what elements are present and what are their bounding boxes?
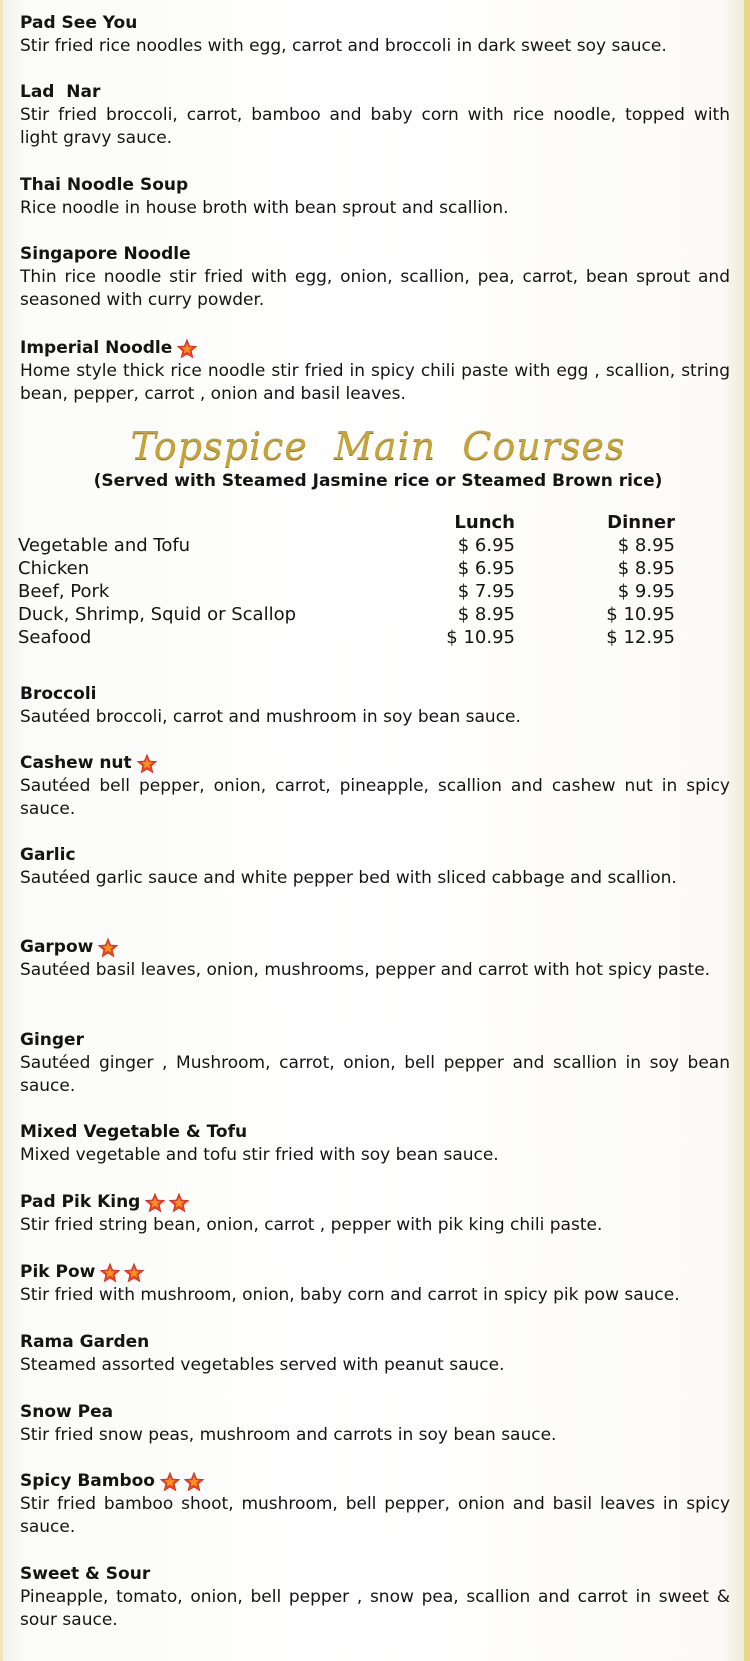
menu-item bbox=[20, 1401, 730, 1447]
section-title: Topspice Main Courses bbox=[130, 424, 626, 468]
price-row bbox=[18, 580, 718, 603]
item-description: Stir fried snow peas, mushroom and carrots in soy bean sauce. bbox=[20, 1425, 557, 1445]
menu-item bbox=[20, 243, 730, 312]
menu-item bbox=[20, 12, 730, 58]
item-name: Thai Noodle Soup bbox=[20, 175, 189, 195]
price-row bbox=[18, 534, 718, 557]
item-name: Pik Pow bbox=[20, 1261, 730, 1284]
item-description: Stir fried rice noodles with egg, carrot and broccoli in dark sweet soy sauce. bbox=[20, 36, 667, 56]
menu-item bbox=[20, 936, 730, 982]
item-description: Sautéed broccoli, carrot and mushroom in soy bean sauce. bbox=[20, 707, 521, 727]
item-description: Stir fried bamboo shoot, mushroom, bell pepper, onion and basil leaves in spicy sauce. bbox=[20, 1494, 730, 1537]
item-description: Pineapple, tomato, onion, bell pepper , snow pea, scallion and carrot in sweet & sour sauce. bbox=[20, 1587, 730, 1630]
item-name: Rama Garden bbox=[20, 1332, 150, 1352]
spicy-rating bbox=[99, 1262, 147, 1284]
menu-item bbox=[20, 1261, 730, 1307]
price-item: Chicken bbox=[18, 558, 90, 579]
dinner-price: $ 12.95 bbox=[606, 627, 675, 648]
spicy-rating bbox=[144, 1192, 192, 1214]
spicy-star-icon bbox=[159, 1471, 181, 1493]
menu-item bbox=[20, 752, 730, 821]
lunch-header: Lunch bbox=[454, 512, 515, 533]
lunch-price: $ 7.95 bbox=[457, 581, 515, 602]
price-row bbox=[18, 603, 718, 626]
item-name: Garpow bbox=[20, 936, 730, 959]
menu-item bbox=[20, 81, 730, 150]
menu-item bbox=[20, 1029, 730, 1098]
menu-item bbox=[20, 337, 730, 406]
price-item: Duck, Shrimp, Squid or Scallop bbox=[18, 604, 297, 625]
price-table-header bbox=[18, 511, 718, 534]
item-name: Spicy Bamboo bbox=[20, 1470, 730, 1493]
price-item: Seafood bbox=[18, 627, 92, 648]
item-name: Ginger bbox=[20, 1030, 84, 1050]
item-name: Sweet & Sour bbox=[20, 1564, 151, 1584]
item-name: Pad See You bbox=[20, 13, 138, 33]
item-description: Sautéed garlic sauce and white pepper bed with sliced cabbage and scallion. bbox=[20, 868, 677, 888]
spicy-star-icon bbox=[144, 1192, 166, 1214]
item-description: Stir fried with mushroom, onion, baby corn and carrot in spicy pik pow sauce. bbox=[20, 1285, 680, 1305]
menu-item bbox=[20, 1331, 730, 1377]
item-name: Singapore Noodle bbox=[20, 244, 191, 264]
menu-item bbox=[20, 1563, 730, 1632]
menu-item bbox=[20, 174, 730, 220]
item-name: Pad Pik King bbox=[20, 1191, 730, 1214]
item-name: Garlic bbox=[20, 845, 76, 865]
item-description: Home style thick rice noodle stir fried in spicy chili paste with egg , scallion, string bean, pepper, carrot , onion and basil leaves. bbox=[20, 361, 730, 404]
spicy-star-icon bbox=[168, 1192, 190, 1214]
item-name: Mixed Vegetable & Tofu bbox=[20, 1122, 248, 1142]
section-subtitle: (Served with Steamed Jasmine rice or Steamed Brown rice) bbox=[93, 471, 663, 491]
item-description: Sautéed basil leaves, onion, mushrooms, pepper and carrot with hot spicy paste. bbox=[20, 960, 711, 980]
spicy-star-icon bbox=[97, 937, 119, 959]
item-description: Stir fried broccoli, carrot, bamboo and baby corn with rice noodle, topped with light gravy sauce. bbox=[20, 105, 730, 148]
item-description: Mixed vegetable and tofu stir fried with soy bean sauce. bbox=[20, 1145, 499, 1165]
lunch-price: $ 10.95 bbox=[446, 627, 515, 648]
menu-item bbox=[20, 844, 730, 890]
menu-item bbox=[20, 1191, 730, 1237]
item-description: Sautéed bell pepper, onion, carrot, pineapple, scallion and cashew nut in spicy sauce. bbox=[20, 776, 730, 819]
item-name: Imperial Noodle bbox=[20, 337, 730, 360]
menu-item bbox=[20, 1121, 730, 1167]
lunch-price: $ 6.95 bbox=[457, 535, 515, 556]
spicy-star-icon bbox=[123, 1262, 145, 1284]
spicy-rating bbox=[136, 753, 160, 775]
price-row bbox=[18, 626, 718, 649]
menu-item bbox=[20, 683, 730, 729]
spicy-rating bbox=[159, 1471, 207, 1493]
item-description: Thin rice noodle stir fried with egg, onion, scallion, pea, carrot, bean sprout and seasoned with curry powder. bbox=[20, 267, 730, 310]
dinner-price: $ 8.95 bbox=[617, 558, 675, 579]
price-item: Beef, Pork bbox=[18, 581, 110, 602]
dinner-price: $ 10.95 bbox=[606, 604, 675, 625]
lunch-price: $ 8.95 bbox=[457, 604, 515, 625]
item-description: Sautéed ginger , Mushroom, carrot, onion, bell pepper and scallion in soy bean sauce. bbox=[20, 1053, 730, 1096]
lunch-price: $ 6.95 bbox=[457, 558, 515, 579]
item-name: Lad Nar bbox=[20, 82, 101, 102]
spicy-rating bbox=[97, 937, 121, 959]
item-description: Rice noodle in house broth with bean sprout and scallion. bbox=[20, 198, 509, 218]
spicy-star-icon bbox=[183, 1471, 205, 1493]
item-description: Stir fried string bean, onion, carrot , pepper with pik king chili paste. bbox=[20, 1215, 603, 1235]
menu-item bbox=[20, 1470, 730, 1539]
dinner-header: Dinner bbox=[607, 512, 675, 533]
price-table bbox=[18, 511, 718, 649]
spicy-star-icon bbox=[136, 753, 158, 775]
spicy-rating bbox=[176, 338, 200, 360]
price-item: Vegetable and Tofu bbox=[18, 535, 191, 556]
item-name: Broccoli bbox=[20, 684, 97, 704]
item-name: Snow Pea bbox=[20, 1402, 114, 1422]
spicy-star-icon bbox=[99, 1262, 121, 1284]
spicy-star-icon bbox=[176, 338, 198, 360]
item-name: Cashew nut bbox=[20, 752, 730, 775]
item-description: Steamed assorted vegetables served with peanut sauce. bbox=[20, 1355, 505, 1375]
dinner-price: $ 8.95 bbox=[617, 535, 675, 556]
dinner-price: $ 9.95 bbox=[617, 581, 675, 602]
price-row bbox=[18, 557, 718, 580]
